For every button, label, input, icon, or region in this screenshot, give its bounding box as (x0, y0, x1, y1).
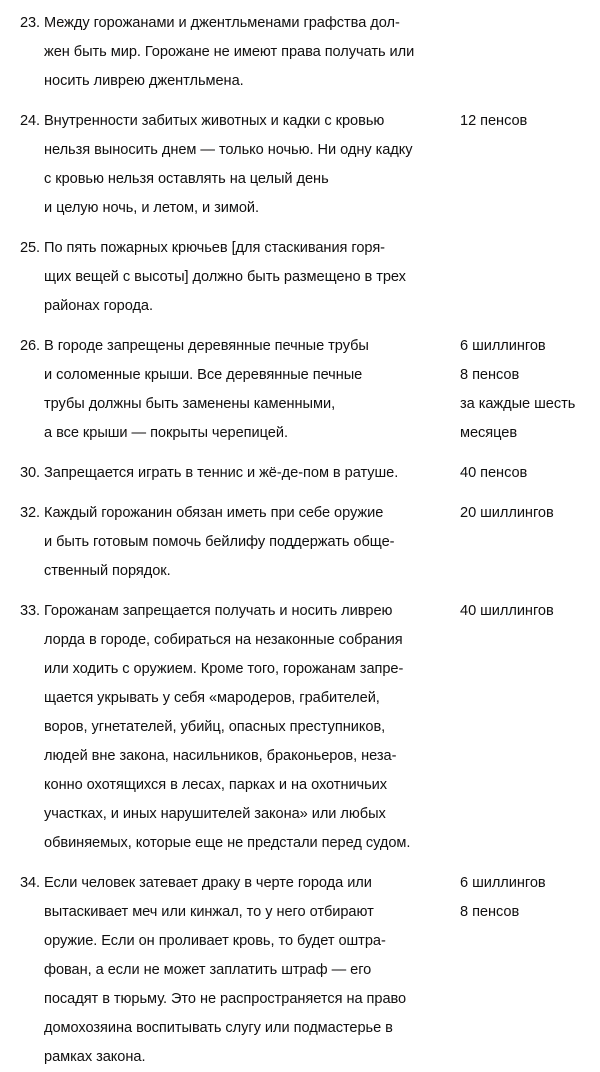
ordinance-number: 33. (20, 603, 40, 619)
ordinance-text-line: районах города. (44, 298, 153, 314)
ordinance-number: 23. (20, 15, 40, 31)
ordinance-penalty (460, 597, 595, 626)
ordinance-text-line: людей вне закона, насильников, браконьеров, неза- (44, 748, 397, 764)
penalty-line: 40 шиллингов (460, 603, 554, 619)
ordinance-item (0, 597, 600, 858)
penalty-line: месяцев (460, 425, 518, 441)
ordinance-text-line: с кровью нельзя оставлять на целый день (44, 171, 329, 187)
ordinance-text (44, 597, 442, 858)
ordinance-text-line: щается укрывать у себя «мародеров, грабителей, (44, 690, 380, 706)
ordinance-text-line: рамках закона. (44, 1049, 146, 1065)
ordinance-number: 26. (20, 338, 40, 354)
ordinance-row (0, 869, 600, 1072)
ordinance-text-line: домохозяина воспитывать слугу или подмастерье в (44, 1020, 393, 1036)
ordinance-text-line: лорда в городе, собираться на незаконные собрания (44, 632, 403, 648)
ordinance-penalty (460, 332, 595, 448)
ordinance-text-line: По пять пожарных крючьев [для стаскивания горя- (44, 240, 385, 256)
ordinance-item (0, 9, 600, 96)
ordinance-penalty (460, 499, 595, 528)
ordinance-number: 24. (20, 113, 40, 129)
ordinance-text-line: Запрещается играть в теннис и жё-де-пом в ратуше. (44, 465, 399, 481)
ordinance-item (0, 234, 600, 321)
ordinance-text-line: конно охотящихся в лесах, парках и на охотничьих (44, 777, 388, 793)
ordinance-text (44, 869, 442, 1072)
ordinance-row (0, 107, 600, 223)
ordinance-number: 32. (20, 505, 40, 521)
ordinance-text-line: фован, а если не может заплатить штраф — его (44, 962, 372, 978)
ordinance-row (0, 597, 600, 858)
ordinance-penalty (460, 107, 595, 136)
ordinance-penalty (460, 459, 595, 488)
penalty-line: 40 пенсов (460, 465, 528, 481)
penalty-line: 8 пенсов (460, 367, 520, 383)
ordinance-text (44, 9, 442, 96)
ordinance-row (0, 9, 600, 96)
ordinance-row (0, 332, 600, 448)
penalty-line: 12 пенсов (460, 113, 528, 129)
ordinance-text-line: Если человек затевает драку в черте города или (44, 875, 372, 891)
ordinance-row (0, 459, 600, 488)
ordinance-row (0, 234, 600, 321)
ordinance-text-line: ственный порядок. (44, 563, 171, 579)
ordinance-text-line: а все крыши — покрыты черепицей. (44, 425, 288, 441)
ordinance-text-line: воров, угнетателей, убийц, опасных преступников, (44, 719, 386, 735)
ordinance-number: 30. (20, 465, 40, 481)
ordinance-text-line: обвиняемых, которые еще не предстали перед судом. (44, 835, 411, 851)
ordinance-text (44, 332, 442, 448)
ordinance-text-line: Между горожанами и джентльменами графства дол- (44, 15, 400, 31)
ordinance-text-line: В городе запрещены деревянные печные трубы (44, 338, 369, 354)
ordinance-item (0, 869, 600, 1072)
ordinance-text-line: Внутренности забитых животных и кадки с кровью (44, 113, 385, 129)
ordinance-text-line: Горожанам запрещается получать и носить ливрею (44, 603, 393, 619)
ordinance-text-line: вытаскивает меч или кинжал, то у него отбирают (44, 904, 374, 920)
ordinance-text-line: и целую ночь, и летом, и зимой. (44, 200, 260, 216)
ordinance-text-line: или ходить с оружием. Кроме того, горожанам запре- (44, 661, 404, 677)
ordinance-list (0, 9, 600, 1072)
ordinance-item (0, 499, 600, 586)
ordinance-number: 34. (20, 875, 40, 891)
ordinance-item (0, 459, 600, 488)
ordinance-penalty (460, 869, 595, 927)
ordinance-row (0, 499, 600, 586)
penalty-line: 8 пенсов (460, 904, 520, 920)
penalty-line: за каждые шесть (460, 396, 576, 412)
ordinance-text-line: и соломенные крыши. Все деревянные печные (44, 367, 363, 383)
ordinance-text-line: трубы должны быть заменены каменными, (44, 396, 336, 412)
ordinance-text-line: посадят в тюрьму. Это не распространяется на право (44, 991, 407, 1007)
ordinance-number: 25. (20, 240, 40, 256)
ordinance-item (0, 107, 600, 223)
ordinance-text-line: участках, и иных нарушителей закона» или любых (44, 806, 386, 822)
penalty-line: 6 шиллингов (460, 875, 546, 891)
penalty-line: 20 шиллингов (460, 505, 554, 521)
ordinance-text (44, 234, 442, 321)
ordinance-text (44, 459, 442, 488)
ordinance-text-line: носить ливрею джентльмена. (44, 73, 244, 89)
ordinance-text-line: жен быть мир. Горожане не имеют права получать или (44, 44, 415, 60)
ordinance-text-line: Каждый горожанин обязан иметь при себе оружие (44, 505, 384, 521)
ordinance-text (44, 107, 442, 223)
penalty-line: 6 шиллингов (460, 338, 546, 354)
ordinance-text-line: и быть готовым помочь бейлифу поддержать обще- (44, 534, 395, 550)
ordinance-text-line: оружие. Если он проливает кровь, то будет оштра- (44, 933, 386, 949)
ordinance-item (0, 332, 600, 448)
ordinance-text-line: щих вещей с высоты] должно быть размещено в трех (44, 269, 406, 285)
ordinance-text-line: нельзя выносить днем — только ночью. Ни одну кадку (44, 142, 413, 158)
ordinance-text (44, 499, 442, 586)
